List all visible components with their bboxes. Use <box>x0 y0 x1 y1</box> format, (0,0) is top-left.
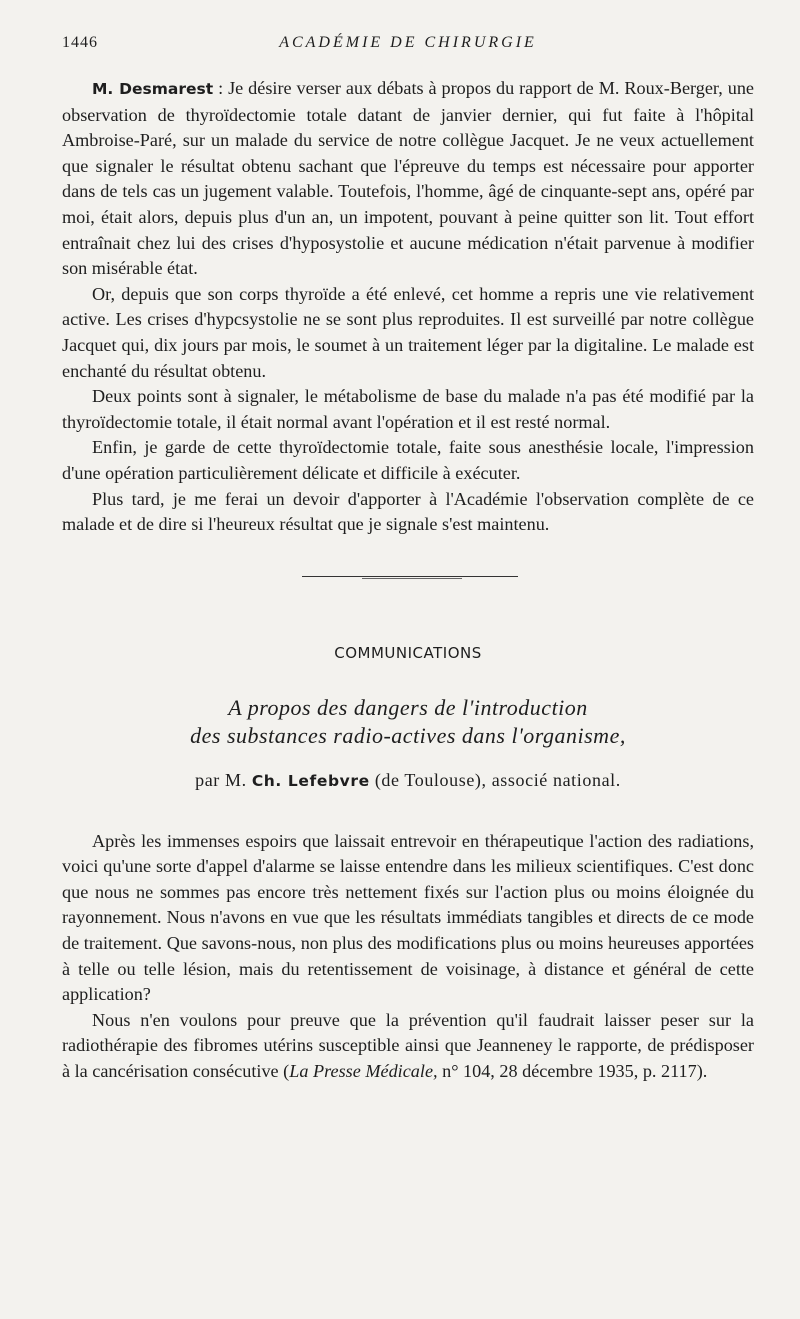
paragraph-text: Nous n'en voulons pour preuve que la prévention qu'il faudrait laisser peser sur la radiothérapie des fibromes utérins susceptible ainsi que Jeanneney le rapporte, de prédisposer à la cancérisation consécutive ( <box>62 1009 754 1082</box>
article-paragraph: Après les immenses espoirs que laissait entrevoir en thérapeutique l'action des radiations, voici qu'une sorte d'appel d'alarme se laisse entendre dans les milieux scientifiques. C'est donc que nous ne sommes pas encore très nettement fixés sur l'action plus ou moins éloignée du rayonnement. Nous n'avons en vue que les résultats immédiats tangibles et directs de ce mode de traitement. Que savons-nous, non plus des modifications plus ou moins heureuses apportées à telle ou telle lésion, mais du retentissement de voisinage, à distance et général de cette application? <box>62 830 754 1005</box>
discussion-paragraph: Deux points sont à signaler, le métabolisme de base du malade n'a pas été modifié par la thyroïdectomie totale, il était normal avant l'opération et il est resté normal. <box>62 386 754 432</box>
article-title <box>62 694 754 750</box>
discussion-block <box>62 76 754 538</box>
paragraph-text: : Je désire verser aux débats à propos du rapport de M. Roux-Berger, une observation de thyroïdectomie totale datant de janvier dernier, qui fut faite à l'hôpital Ambroise-Paré, sur un malade du service de notre collègue Jacquet. Je ne veux actuellement que signaler le résultat obtenu sachant que l'épreuve du temps est nécessaire pour apporter dans de tels cas un jugement valable. Toutefois, l'homme, âgé de cinquante-sept ans, opéré par moi, était alors, depuis plus d'un an, un impotent, pouvant à peine quitter son lit. Tout effort entraînait chez lui des crises d'hyposystolie et aucune médication n'était parvenue à modifier son misérable état. <box>62 78 754 279</box>
article-title-line: A propos des dangers de l'introduction <box>228 694 588 720</box>
discussion-paragraph <box>62 76 754 282</box>
article-body <box>62 829 754 1085</box>
citation-source: La Presse Médicale, <box>289 1061 438 1082</box>
paragraph-text: n° 104, 28 décembre 1935, p. 2117). <box>437 1061 708 1082</box>
byline-suffix: (de Toulouse), associé national. <box>374 769 621 790</box>
page-header <box>62 30 754 60</box>
section-heading: COMMUNICATIONS <box>334 643 482 662</box>
page <box>62 30 754 1085</box>
separator-rule-short <box>362 578 462 579</box>
author-name: Ch. Lefebvre <box>251 771 370 790</box>
separator-rule <box>302 576 518 577</box>
article-title-line: des substances radio-actives dans l'organisme, <box>190 722 626 748</box>
running-title: ACADÉMIE DE CHIRURGIE <box>279 34 537 51</box>
page-number: 1446 <box>62 34 98 51</box>
byline <box>62 770 754 791</box>
discussion-paragraph: Enfin, je garde de cette thyroïdectomie totale, faite sous anesthésie locale, l'impression d'une opération particulièrement délicate et difficile à exécuter. <box>62 437 754 483</box>
speaker-name: M. Desmarest <box>92 80 214 98</box>
discussion-paragraph: Plus tard, je me ferai un devoir d'apporter à l'Académie l'observation complète de ce malade et de dire si l'heureux résultat que je signale s'est maintenu. <box>62 488 754 535</box>
byline-prefix: par M. <box>195 769 247 790</box>
separator <box>62 538 754 598</box>
discussion-paragraph: Or, depuis que son corps thyroïde a été enlevé, cet homme a repris une vie relativement active. Les crises d'hypcsystolie ne se sont plus reproduites. Il est surveillé par notre collègue Jacquet qui, dix jours par mois, le soumet à un traitement léger par la digitaline. Le malade est enchanté du résultat obtenu. <box>62 283 754 381</box>
article-paragraph <box>62 1008 754 1085</box>
